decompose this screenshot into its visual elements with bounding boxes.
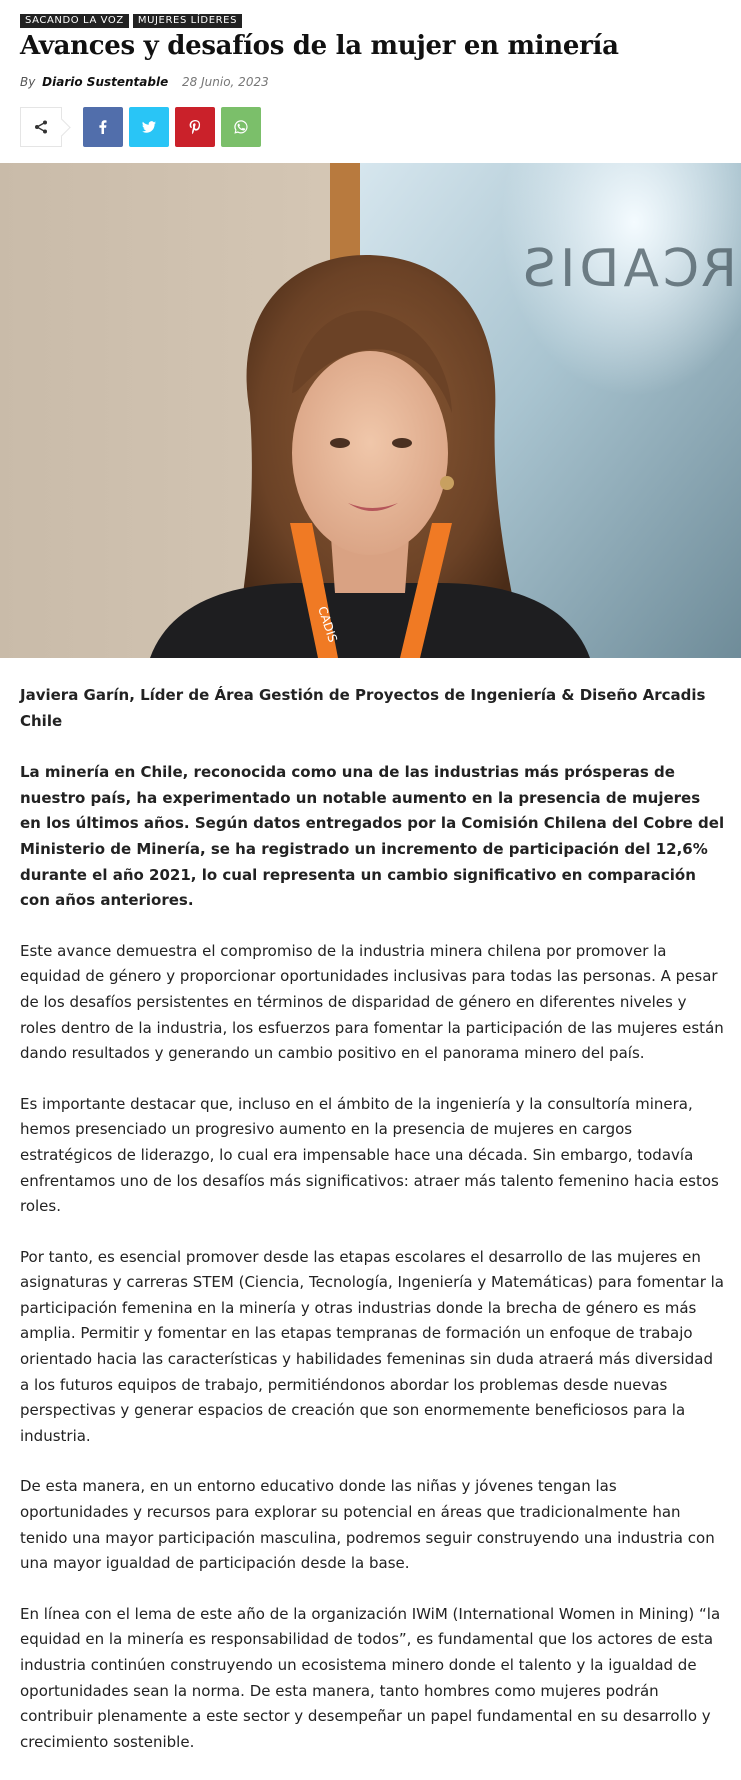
twitter-share-button[interactable] — [129, 107, 169, 147]
facebook-icon — [95, 119, 111, 135]
share-bar — [20, 107, 420, 147]
photo-caption: Javiera Garín, Líder de Área Gestión de Proyectos de Ingeniería & Diseño Arcadis Chile — [20, 686, 706, 730]
twitter-icon — [141, 119, 157, 135]
share-icon — [34, 120, 48, 134]
sign-text: RCADIS — [519, 239, 737, 299]
hero-image — [0, 163, 741, 658]
body-paragraph: Por tanto, es esencial promover desde las etapas escolares el desarrollo de las mujeres en asignaturas y carreras STEM (Ciencia, Tecnología, Ingeniería y Matemáticas) para fomentar la participación femenina en la minería y otras industrias donde la brecha de género es más amplia. Permitir y fomentar en las etapas tempranas de formación un enfoque de trabajo orientado hacia las características y habilidades femeninas sin duda atraerá más diversidad a los futuros equipos de trabajo, permitiéndonos abordar los problemas desde nuevas perspectivas y generar espacios de creación que son enormemente beneficiosos para la industria. — [20, 1247, 725, 1445]
pinterest-icon — [187, 119, 203, 135]
lanyard-text: CADIS — [315, 604, 340, 645]
article-body — [20, 683, 725, 1780]
body-paragraph: Es importante destacar que, incluso en el ámbito de la ingeniería y la consultoría minera, hemos presenciado un progresivo aumento en la presencia de mujeres en cargos estratégicos de liderazgo, lo cual era impensable hace una década. Sin embargo, todavía enfrentamos uno de los desafíos más significativos: atraer más talento femenino hacia estos roles. — [20, 1094, 719, 1216]
share-toggle-button[interactable] — [20, 107, 62, 147]
tag-mujeres-lideres[interactable]: MUJERES LÍDERES — [133, 14, 242, 28]
publish-date: 28 Junio, 2023 — [182, 75, 269, 89]
body-paragraph: En línea con el lema de este año de la organización IWiM (International Women in Mining) “la equidad en la minería es responsabilidad de todos”, es fundamental que los actores de esta industria continúen construyendo un ecosistema minero donde el talento y la igualdad de oportunidades sean la norma. De esta manera, tanto hombres como mujeres podrán contribuir plenamente a este sector y desempeñar un papel fundamental en su desarrollo y crecimiento sostenible. — [20, 1604, 721, 1751]
portrait-photo — [0, 163, 741, 658]
tag-sacando-la-voz[interactable]: SACANDO LA VOZ — [20, 14, 129, 28]
whatsapp-share-button[interactable] — [221, 107, 261, 147]
body-paragraph: De esta manera, en un entorno educativo donde las niñas y jóvenes tengan las oportunidades y recursos para explorar su potencial en áreas que tradicionalmente han tenido una mayor participación masculina, podremos seguir construyendo una industria con una mayor igualdad de participación desde la base. — [20, 1477, 715, 1573]
article-title: Avances y desafíos de la mujer en minería — [20, 31, 619, 61]
pinterest-share-button[interactable] — [175, 107, 215, 147]
author-link[interactable]: Diario Sustentable — [42, 75, 169, 89]
whatsapp-icon — [233, 119, 249, 135]
byline — [20, 73, 269, 91]
by-label: By — [20, 75, 36, 89]
lead-paragraph: La minería en Chile, reconocida como una de las industrias más prósperas de nuestro país, ha experimentado un notable aumento en la presencia de mujeres en los últimos años. Según datos entregados por la Comisión Chilena del Cobre del Ministerio de Minería, se ha registrado un incremento de participación del 12,6% durante el año 2021, lo cual representa un cambio significativo en comparación con años anteriores. — [20, 763, 725, 910]
facebook-share-button[interactable] — [83, 107, 123, 147]
body-paragraph: Este avance demuestra el compromiso de la industria minera chilena por promover la equidad de género y proporcionar oportunidades inclusivas para todas las personas. A pesar de los desafíos persistentes en términos de disparidad de género en diferentes niveles y roles dentro de la industria, los esfuerzos para fomentar la participación de las mujeres están dando resultados y generando un cambio positivo en el panorama minero del país. — [20, 941, 724, 1063]
